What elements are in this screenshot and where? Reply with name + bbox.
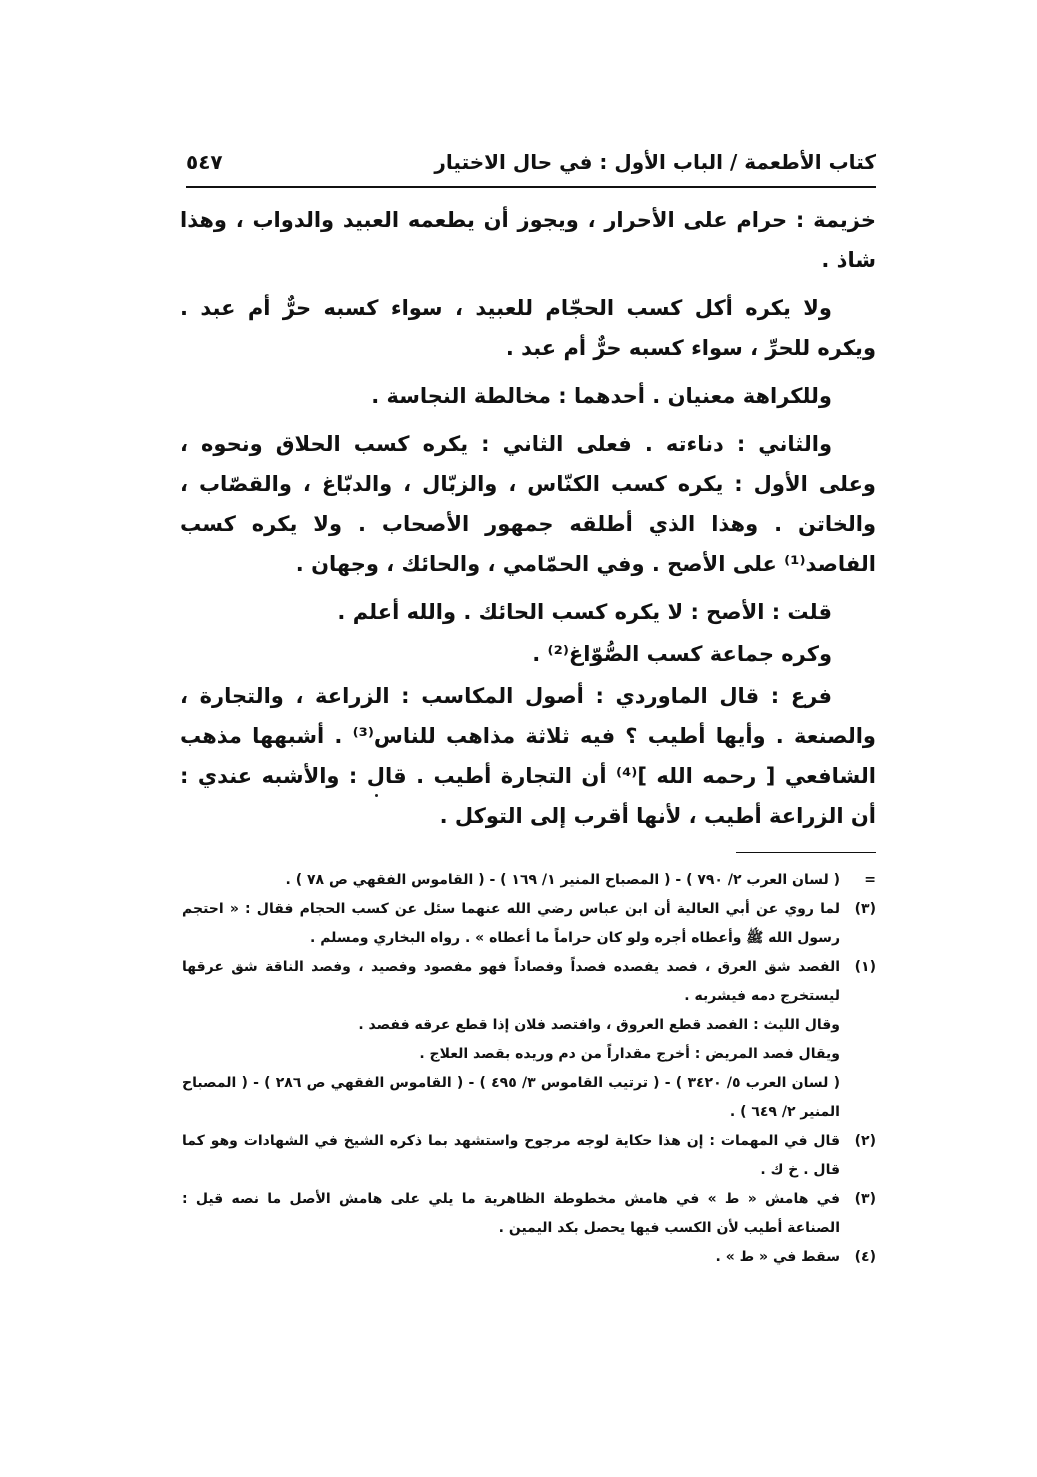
- paragraph: والثاني : دناءته . فعلى الثاني : يكره كسب الحلاق ونحوه ، وعلى الأول : يكره كسب الكنّاس ، والزبّال ، والدبّاغ ، والقصّاب ، والخاتن . وهذا الذي أطلقه جمهور الأصحاب . ولا يكره كسب الفاصد⁽¹⁾ على الأصح . وفي الحمّامي ، والحائك ، وجهان .: [180, 432, 876, 576]
- footnote-continuation: وقال الليث : الفصد قطع العروق ، وافتصد فلان إذا قطع عرقه ففصد .: [358, 1017, 840, 1033]
- footnote-rule: [736, 852, 876, 853]
- paragraph: وكره جماعة كسب الصُّوّاغ⁽²⁾ .: [532, 642, 832, 666]
- footnote: [182, 895, 876, 953]
- footnote-text: سقط في « ط » .: [715, 1249, 840, 1265]
- main-text: [180, 200, 876, 844]
- page-number: ٥٤٧: [186, 150, 223, 174]
- footnote-continuation: ويقال فصد المريض : أخرج مقداراً من دم وريده بقصد العلاج .: [419, 1046, 840, 1062]
- footnote-marker: (٣): [854, 1191, 876, 1207]
- footnote-text: في هامش « ط » في هامش مخطوطة الظاهرية ما يلي على هامش الأصل ما نصه قيل : الصناعة أطيب لأن الكسب فيها يحصل بكد اليمين .: [182, 1191, 840, 1236]
- footnote-text: ( لسان العرب ٢/ ٧٩٠ ) - ( المصباح المنير ١/ ١٦٩ ) - ( القاموس الفقهي ص ٧٨ ) .: [285, 872, 840, 888]
- paragraph: قلت : الأصح : لا يكره كسب الحائك . والله أعلم .: [337, 600, 832, 624]
- header-rule: [186, 186, 876, 188]
- running-title: كتاب الأطعمة / الباب الأول : في حال الاختيار: [434, 150, 876, 174]
- paragraph: فرع : قال الماوردي : أصول المكاسب : الزراعة ، والتجارة ، والصنعة . وأيها أطيب ؟ فيه ثلاثة مذاهب للناس⁽³⁾ . أشبهها مذهب الشافعي [ رحمه الله ]⁽⁴⁾ أن التجارة أطيب . قال : والأشبه عندي : أن الزراعة أطيب ، لأنها أقرب إلى التوكل .: [180, 684, 877, 828]
- footnote-marker: (٢): [854, 1133, 876, 1149]
- footnotes: [182, 866, 876, 1272]
- footnote: [182, 866, 876, 895]
- stray-dot: [375, 794, 378, 797]
- footnote-marker: (١): [854, 959, 876, 975]
- footnote: [182, 1243, 876, 1272]
- footnote-text: قال في المهمات : إن هذا حكاية لوجه مرجوح واستشهد بما ذكره الشيخ في الشهادات وهو كما قال . خ ك .: [182, 1133, 840, 1178]
- paragraph: وللكراهة معنيان . أحدهما : مخالطة النجاسة .: [371, 384, 832, 408]
- footnote-text: لما روي عن أبي العالية أن ابن عباس رضي الله عنهما سئل عن كسب الحجام فقال : « احتجم رسول الله ﷺ وأعطاه أجره ولو كان حراماً ما أعطاه » . رواه البخاري ومسلم .: [182, 901, 840, 946]
- page-header: [186, 142, 876, 186]
- footnote-marker: =: [864, 872, 876, 888]
- footnote-continuation: ( لسان العرب ٥/ ٣٤٢٠ ) - ( ترتيب القاموس ٣/ ٤٩٥ ) - ( القاموس الفقهي ص ٢٨٦ ) - ( المصباح المنير ٢/ ٦٤٩ ) .: [182, 1075, 840, 1120]
- footnote: [182, 953, 876, 1011]
- footnote-text: الفصد شق العرق ، فصد يفصده فصداً وفصاداً فهو مفصود وفصيد ، وفصد الناقة شق عرقها ليستخرج دمه فيشربه .: [182, 959, 840, 1004]
- paragraph: ولا يكره أكل كسب الحجّام للعبيد ، سواء كسبه حرٌّ أم عبد . ويكره للحرِّ ، سواء كسبه حرٌّ أم عبد .: [180, 296, 876, 360]
- paragraph: خزيمة : حرام على الأحرار ، ويجوز أن يطعمه العبيد والدواب ، وهذا شاذ .: [180, 208, 876, 272]
- footnote-marker: (٤): [854, 1249, 876, 1265]
- footnote: [182, 1185, 876, 1243]
- footnote-marker: (٣): [854, 901, 876, 917]
- footnote: [182, 1127, 876, 1185]
